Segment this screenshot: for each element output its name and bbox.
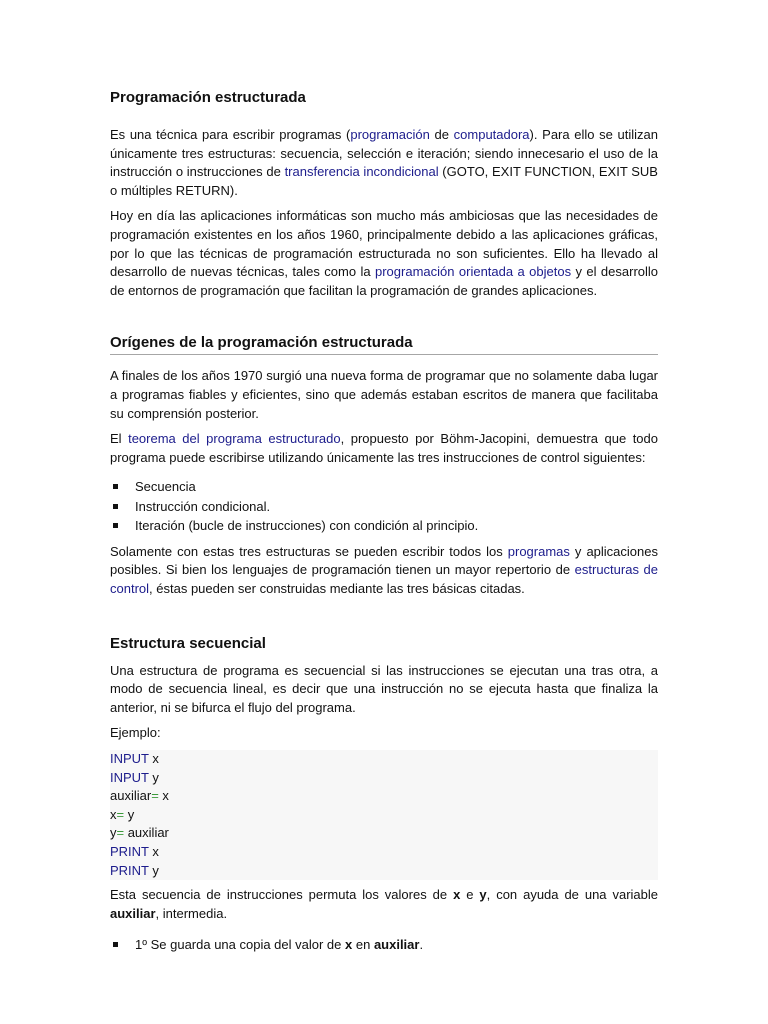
text: Es una técnica para escribir programas (	[110, 127, 351, 142]
code-operator: =	[116, 825, 125, 841]
code-operator: =	[116, 806, 125, 822]
sequential-paragraph-1: Una estructura de programa es secuencial si las instrucciones se ejecutan una tras otra, a modo de secuencia lineal, es decir que una instrucción no se ejecuta hasta que finaliza la anterior, ni se bifurca el flujo del programa.	[110, 662, 658, 715]
bold-text: x	[453, 887, 461, 903]
spacer	[110, 606, 658, 634]
spacer	[110, 307, 658, 333]
bold-text: auxiliar	[110, 905, 156, 921]
code-line	[110, 862, 658, 881]
heading-origenes: Orígenes de la programación estructurada	[110, 333, 658, 355]
text: en	[352, 937, 374, 953]
code-text: auxiliar	[124, 825, 169, 841]
code-line	[110, 769, 658, 788]
code-keyword: PRINT	[110, 862, 149, 878]
heading-estructura-secuencial: Estructura secuencial	[110, 634, 266, 652]
text: Hoy en día las aplicaciones informáticas son mucho más ambiciosas que las necesidades de programación existentes en los años 1960, principalmente debido a las aplicaciones gráficas, por lo que las técnicas de programación estructurada no son suficientes. Ello ha llevado al desarrollo de nuevas técnicas, tales como la	[110, 208, 658, 280]
text: El	[110, 431, 129, 447]
text: Esta secuencia de instrucciones permuta los valores de	[110, 887, 454, 903]
code-block	[110, 750, 658, 880]
link-teorema-del-programa-estructurado[interactable]: teorema del programa estructurado	[128, 431, 341, 447]
link-estructuras-de-control[interactable]: estructuras de control	[110, 562, 658, 596]
list-item-text: Instrucción condicional.	[135, 498, 271, 514]
link-programacion-orientada-a-objetos[interactable]: programación orientada a objetos	[375, 264, 572, 280]
origins-paragraph-3	[110, 543, 658, 599]
text: , éstas pueden ser construidas mediante las tres básicas citadas.	[149, 581, 525, 596]
code-operator: =	[151, 788, 159, 804]
text: ). Para ello se utilizan únicamente tres estructuras: secuencia, selección e iteración; siendo innecesario el uso de la instrucción o instrucciones de	[110, 127, 659, 180]
code-text: y	[148, 862, 159, 878]
link-transferencia-incondicional[interactable]: transferencia incondicional	[284, 164, 439, 180]
code-text: x	[158, 788, 169, 804]
origins-paragraph-1: A finales de los años 1970 surgió una nueva forma de programar que no solamente daba lugar a programas fiables y eficientes, sino que además estaban escritos de manera que facilitaba su comprensión posterior.	[110, 368, 658, 421]
control-structures-list	[110, 477, 658, 536]
square-bullet-icon	[113, 523, 118, 528]
text: (GOTO, EXIT FUNCTION, EXIT SUB o múltiples RETURN).	[110, 164, 658, 198]
steps-list	[110, 935, 658, 955]
code-keyword: INPUT	[110, 750, 149, 766]
code-text: x	[148, 750, 159, 766]
code-text: y	[124, 806, 135, 822]
text: , propuesto por Böhm-Jacopini, demuestra que todo programa puede escribirse utilizando únicamente las tres instrucciones de control siguientes:	[110, 431, 658, 465]
page-title: Programación estructurada	[110, 89, 306, 106]
bold-text: y	[479, 887, 487, 903]
code-text: x	[110, 806, 117, 822]
text: 1º Se guarda una copia del valor de	[135, 937, 346, 953]
square-bullet-icon	[113, 504, 118, 509]
list-item	[110, 497, 658, 517]
text: Solamente con estas tres estructuras se pueden escribir todos los	[110, 543, 508, 559]
list-item	[110, 935, 658, 955]
text: e	[460, 887, 480, 903]
text: , con ayuda de una variable	[486, 887, 658, 903]
square-bullet-icon	[113, 484, 118, 489]
text: y el desarrollo de entornos de programación que facilitan la programación de grandes aplicaciones.	[110, 264, 659, 298]
list-item	[110, 516, 658, 536]
document-content	[110, 88, 658, 962]
code-line	[110, 787, 658, 806]
code-text: y	[148, 769, 159, 785]
text: , intermedia.	[155, 905, 228, 921]
text: y aplicaciones posibles. Si bien los lenguajes de programación tienen un mayor repertorio de	[110, 543, 658, 578]
code-text: auxiliar	[110, 788, 152, 804]
example-label: Ejemplo:	[110, 725, 161, 741]
text: de	[429, 127, 454, 142]
code-line	[110, 824, 658, 843]
link-programacion[interactable]: programación	[350, 127, 430, 142]
bold-text: x	[345, 937, 353, 953]
square-bullet-icon	[113, 942, 118, 947]
list-item-text: Secuencia	[135, 479, 196, 495]
intro-paragraph-2	[110, 207, 658, 300]
link-computadora[interactable]: computadora	[453, 127, 530, 142]
code-keyword: PRINT	[110, 843, 149, 859]
bold-text: auxiliar	[373, 937, 420, 953]
sequential-paragraph-2	[110, 886, 658, 923]
code-line	[110, 806, 658, 825]
code-line	[110, 843, 658, 862]
intro-paragraph-1	[110, 126, 658, 200]
code-text: y	[110, 825, 117, 841]
code-line	[110, 750, 658, 769]
code-keyword: INPUT	[110, 769, 149, 785]
origins-paragraph-2	[110, 430, 658, 467]
list-item	[110, 477, 658, 497]
text: .	[419, 937, 424, 953]
list-item-text: Iteración (bucle de instrucciones) con condición al principio.	[135, 518, 479, 534]
code-text: x	[148, 843, 159, 859]
link-programas[interactable]: programas	[507, 543, 570, 559]
